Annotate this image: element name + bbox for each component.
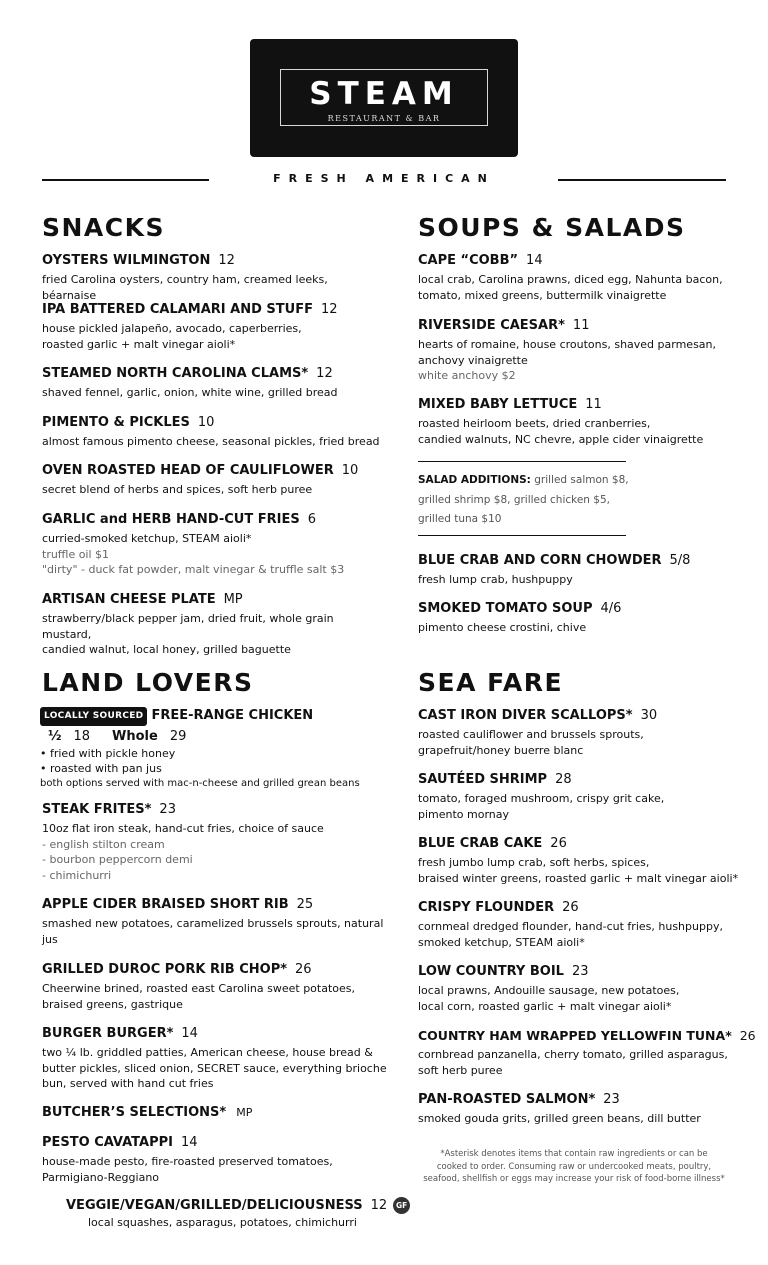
item-price: 14 [526, 253, 543, 268]
item-name: BUTCHER’S SELECTIONS* [42, 1105, 227, 1120]
item-description: local squashes, asparagus, potatoes, chimichurri [88, 1216, 357, 1229]
menu-item [42, 896, 387, 947]
item-description: candied walnut, local honey, grilled baguette [42, 643, 291, 656]
item-price: 4/6 [600, 601, 622, 616]
item-price: 12 [370, 1198, 388, 1213]
item-price: 26 [739, 1028, 756, 1043]
menu-item [418, 1027, 756, 1078]
item-price: 26 [562, 900, 579, 915]
menu-item [42, 414, 382, 450]
item-description: local corn, roasted garlic + malt vinegar aioli* [418, 999, 672, 1013]
menu-item: STEAK FRITES* 23 10oz flat iron steak, hand-cut fries, choice of sauce - english stilton cream - bourbon peppercorn demi - chimichurri [42, 801, 382, 883]
item-description: roasted heirloom beets, dried cranberries, [418, 417, 651, 430]
item-name: SAUTÉED SHRIMP [418, 772, 548, 787]
item-price: 12 [316, 366, 333, 381]
menu-item [418, 552, 758, 588]
soups-salads-title: SOUPS & SALADS [418, 213, 686, 242]
menu-item [418, 835, 758, 886]
menu-item [418, 317, 758, 384]
item-name: SMOKED TOMATO SOUP [418, 601, 593, 616]
item-description: almost famous pimento cheese, seasonal pickles, fried bread [42, 435, 380, 448]
item-description: tomato, foraged mushroom, crispy grit cake, [418, 792, 665, 805]
logo-frame [280, 69, 488, 126]
item-price: 23 [159, 802, 176, 817]
menu-item [42, 301, 382, 352]
menu-item-chicken: LOCALLY SOURCED FREE-RANGE CHICKEN ½ 18 Whole 29 • fried with pickle honey • roasted with pan jus both options served with mac-n-cheese and grilled grean beans [40, 708, 360, 789]
item-name: CAST IRON DIVER SCALLOPS* [418, 708, 633, 723]
item-extra: white anchovy $2 [418, 369, 516, 382]
menu-item [42, 462, 382, 498]
menu-item-veggie [66, 1197, 408, 1231]
item-description: cornmeal dredged flounder, hand-cut fries, hushpuppy, [418, 920, 723, 933]
item-description: fresh jumbo lump crab, soft herbs, spices, [418, 856, 650, 869]
item-price: 14 [181, 1026, 198, 1041]
item-price: MP [236, 1106, 253, 1119]
item-name: PIMENTO & PICKLES [42, 415, 190, 430]
item-description: braised winter greens, roasted garlic + malt vinegar aioli* [418, 871, 739, 885]
item-name: MIXED BABY LETTUCE [418, 397, 578, 412]
menu-item [42, 365, 382, 401]
item-name: CAPE “COBB” [418, 253, 519, 268]
item-description: smoked ketchup, STEAM aioli* [418, 935, 585, 949]
item-price: 26 [295, 962, 312, 977]
item-description: grapefruit/honey buerre blanc [418, 743, 584, 757]
menu-item [418, 396, 758, 447]
menu-item [418, 1091, 758, 1127]
menu-item [42, 511, 382, 578]
item-description: butter pickles, sliced onion, SECRET sauce, everything brioche [42, 1061, 387, 1075]
item-price: 23 [571, 964, 589, 979]
item-name: STEAMED NORTH CAROLINA CLAMS* [42, 366, 309, 381]
item-name: CRISPY FLOUNDER [418, 900, 555, 915]
item-description: Parmigiano-Reggiano [42, 1170, 160, 1184]
item-description: fried Carolina oysters, country ham, creamed leeks, béarnaise [42, 273, 328, 302]
item-name: RIVERSIDE CAESAR* [418, 318, 565, 333]
logo-name: STEAM [309, 76, 459, 112]
restaurant-logo [250, 39, 518, 157]
item-price: MP [223, 592, 243, 607]
item-name: BURGER BURGER* [42, 1026, 174, 1041]
item-description: local prawns, Andouille sausage, new potatoes, [418, 984, 680, 997]
item-description: soft herb puree [418, 1063, 503, 1077]
item-price: 6 [307, 512, 316, 527]
item-name: BLUE CRAB AND CORN CHOWDER [418, 553, 662, 568]
land-lovers-title: LAND LOVERS [42, 668, 254, 697]
item-price: 10 [197, 415, 215, 430]
item-description: smashed new potatoes, caramelized brussels sprouts, natural [42, 917, 384, 930]
item-extra: "dirty" - duck fat powder, malt vinegar & truffle salt $3 [42, 563, 345, 576]
item-description: tomato, mixed greens, buttermilk vinaigrette [418, 288, 667, 302]
item-price: 25 [296, 897, 314, 912]
item-name: GARLIC and HERB HAND-CUT FRIES [42, 512, 300, 527]
item-description: secret blend of herbs and spices, soft herb puree [42, 483, 313, 496]
item-name: BLUE CRAB CAKE [418, 836, 543, 851]
item-name: FREE-RANGE CHICKEN [151, 708, 314, 723]
menu-item [418, 963, 758, 1014]
menu-item [42, 591, 382, 658]
item-price: 30 [640, 708, 658, 723]
item-description: pimento mornay [418, 807, 510, 821]
item-description: fresh lump crab, hushpuppy [418, 573, 573, 586]
item-description: bun, served with hand cut fries [42, 1077, 214, 1090]
item-name: OYSTERS WILMINGTON [42, 253, 211, 268]
item-name: IPA BATTERED CALAMARI AND STUFF [42, 302, 313, 317]
menu-item [42, 1134, 382, 1185]
item-name: OVEN ROASTED HEAD OF CAULIFLOWER [42, 463, 334, 478]
menu-item [42, 252, 382, 303]
item-name: LOW COUNTRY BOIL [418, 964, 564, 979]
item-price: 11 [572, 318, 590, 333]
item-description: two ¼ lb. griddled patties, American cheese, house bread & [42, 1046, 373, 1059]
menu-item [418, 707, 758, 758]
item-description: 10oz flat iron steak, hand-cut fries, choice of sauce [42, 822, 324, 835]
item-price: 12 [218, 253, 235, 268]
item-price: 10 [341, 463, 359, 478]
item-description: jus [42, 932, 58, 946]
item-name: PAN-ROASTED SALMON* [418, 1092, 596, 1107]
item-name: VEGGIE/VEGAN/GRILLED/DELICIOUSNESS [66, 1198, 363, 1213]
item-description: candied walnuts, NC chevre, apple cider vinaigrette [418, 432, 704, 446]
snacks-title: SNACKS [42, 213, 166, 242]
logo-subtitle: RESTAURANT & BAR [281, 114, 487, 123]
item-description: house pickled jalapeño, avocado, caperberries, [42, 322, 302, 335]
salad-additions-label: SALAD ADDITIONS: [418, 474, 531, 486]
item-price: 14 [180, 1135, 198, 1150]
item-extra: truffle oil $1 [42, 547, 110, 561]
item-description: house-made pesto, fire-roasted preserved tomatoes, [42, 1155, 333, 1168]
item-description: roasted cauliflower and brussels sprouts, [418, 728, 644, 741]
menu-item [418, 252, 758, 303]
item-description: braised greens, gastrique [42, 997, 183, 1011]
additions-top-rule [418, 461, 626, 462]
additions-bottom-rule [418, 535, 626, 536]
item-description: local crab, Carolina prawns, diced egg, Nahunta bacon, [418, 273, 723, 286]
tagline: FRESH AMERICAN [273, 172, 495, 185]
item-name: GRILLED DUROC PORK RIB CHOP* [42, 962, 288, 977]
item-name: ARTISAN CHEESE PLATE [42, 592, 216, 607]
item-price: 26 [550, 836, 567, 851]
item-description: curried-smoked ketchup, STEAM aioli* [42, 532, 252, 545]
menu-item [418, 899, 758, 950]
item-price: 5/8 [669, 553, 691, 568]
item-description: shaved fennel, garlic, onion, white wine, grilled bread [42, 386, 338, 399]
raw-food-disclaimer: *Asterisk denotes items that contain raw ingredients or can be cooked to order. Consuming raw or undercooked meats, poultry, seafood, shellfish or eggs may increase your risk of food-borne illness* [423, 1149, 725, 1184]
item-description: Cheerwine brined, roasted east Carolina sweet potatoes, [42, 982, 355, 995]
menu-item [418, 600, 758, 636]
menu-item [42, 1104, 382, 1121]
item-price: 12 [320, 302, 338, 317]
item-name: STEAK FRITES* [42, 802, 152, 817]
sea-fare-title: SEA FARE [418, 668, 564, 697]
item-price: 11 [585, 397, 602, 412]
item-description: anchovy vinaigrette [418, 353, 528, 367]
menu-item [418, 771, 758, 822]
item-price: 28 [555, 772, 572, 787]
item-description: strawberry/black pepper jam, dried fruit, whole grain mustard, [42, 612, 334, 641]
item-price: 23 [603, 1092, 620, 1107]
salad-additions: SALAD ADDITIONS: grilled salmon $8, grilled shrimp $8, grilled chicken $5, grilled tuna $10 [418, 474, 629, 525]
gluten-free-icon: GF [393, 1197, 410, 1214]
item-name: COUNTRY HAM WRAPPED YELLOWFIN TUNA* [418, 1028, 732, 1043]
locally-sourced-badge: LOCALLY SOURCED [40, 707, 147, 726]
item-description: smoked gouda grits, grilled green beans, dill butter [418, 1112, 701, 1125]
tagline-row [42, 172, 726, 188]
item-description: roasted garlic + malt vinegar aioli* [42, 337, 236, 351]
menu-item [42, 961, 382, 1012]
item-name: PESTO CAVATAPPI [42, 1135, 173, 1150]
item-description: hearts of romaine, house croutons, shaved parmesan, [418, 338, 717, 351]
item-description: cornbread panzanella, cherry tomato, grilled asparagus, [418, 1048, 728, 1061]
item-name: APPLE CIDER BRAISED SHORT RIB [42, 897, 289, 912]
item-description: pimento cheese crostini, chive [418, 621, 587, 634]
menu-item [42, 1025, 387, 1092]
